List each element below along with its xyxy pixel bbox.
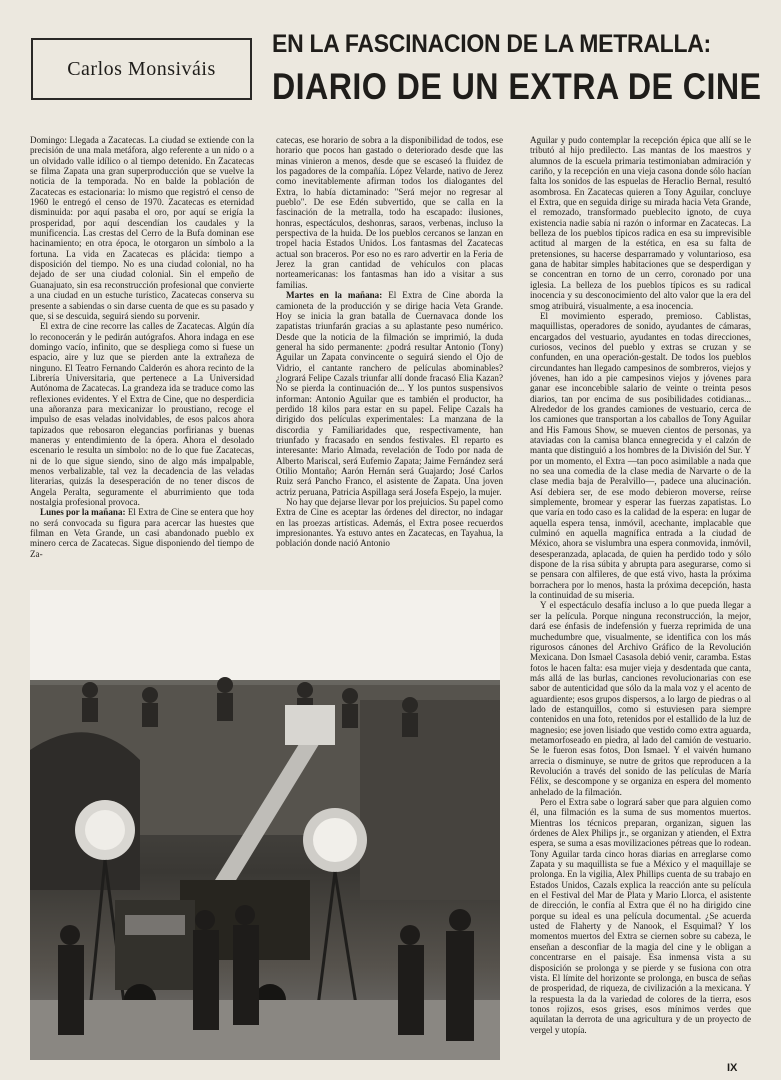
article-column-2 [276,135,503,570]
section-lead: Lunes por la mañana: [40,507,126,518]
section-lead: Martes en la mañana: [286,290,383,301]
film-set-photo-illustration [30,590,500,1060]
film-set-photo [30,590,500,1060]
headline-line-2: DIARIO DE UN EXTRA DE CINE [272,66,762,107]
paragraph: Domingo: Llegada a Zacatecas. La ciudad se extiende con la precisión de una mala metáfora, algo referente a un nido o a un olvidado valle idílico o al tiempo detenido. En Zacatecas se filma Zapata una gran superproducción que se vuelve la noticia de la temporada. No en balde la población de Zacatecas es estacionaria: lo mismo que registró el censo de 1960 le entregó el censo de 1970. Zacatecas es eternidad disminuida: por aquí pasaba el oro, por aquí se erigía la prosperidad, por aquí descendían los caudales y la munificencia. Las crestas del Cerro de la Bufa dominan ese hacinamiento; en otra época, le otorgaron un símbolo a la fortuna. La vida en Zacatecas es plácida: tiempo a disposición del tiempo. No es una ciudad colonial, no ha dejado de ser una ciudad colonial. Sin el empeño de Guanajuato, sin esa reconstrucción profesional que convierte a una ciudad en un estuche turístico, Zacatecas conserva su presente a sabiendas o sin darse cuenta de que es su pasado y que, si se descuida, seguirá siendo su porvenir. [30,135,254,321]
headline-line-1: EN LA FASCINACION DE LA METRALLA: [272,30,711,58]
article-column-3 [530,135,751,1060]
paragraph: El extra de cine recorre las calles de Zacatecas. Algún día lo reconocerán y le pedirán autógrafos. Ahora indaga en ese domingo vacío, infinito, que se despliega como si fuese un espacio, aire y luz que se pierden ante la extrañeza de ninguno. El Teatro Fernando Calderón es ahora recinto de la Librería Universitaria, que pertenece a La Universidad Autónoma de Zacatecas. La grandeza ida se traduce como las reflexiones evidentes. Y el Extra de Cine, que no desperdicia una añoranza para mexicanizar lo proustiano, recoge el impulso de esas veladas inolvidables, de esos palcos ahora tapizados que rebosaron elegancias porfirianas y buenas maneras y entendimiento de la ópera. Ahora el desolado escenario le resulta un símbolo: no de lo que fue Zacatecas, ni de lo que sigue siendo, sino de algo más impalpable, menos verbalizable, tal vez la decadencia de las veladas literarias, quizás la desesperación de no tener discos de Angela Peralta, seguramente el aburrimiento que toda nostalgia profesional provoca. [30,321,254,508]
paragraph: No hay que dejarse llevar por los prejuicios. Su papel como Extra de Cine es aceptar las órdenes del director, no indagar en las proezas artísticas. Además, el Extra posee recuerdos impresionantes. Ya estuvo antes en Zacatecas, en Tayahua, la población donde nació Antonio [276,497,503,549]
paragraph: Y el espectáculo desafía incluso a lo que pueda llegar a ser la película. Porque ninguna reconstrucción, la mejor, dará ese énfasis de indefensión y fuerza reprimida de una muchedumbre que, visualmente, se identifica con los más rigurosos cánones del Archivo Gráfico de la Revolución Mexicana. Don Ismael Casasola debió venir, caramba. Estas fotos le hacen falta: esa mujer vieja y desdentada que canta, más allá de las burlas, canciones revolucionarias con ese sabor de autenticidad que sólo da la mala voz y el acento de aguardiente; esos grupos dispersos, a lo largo de piedras o al lado de estanquillos, como si estuviesen para siempre contenidos en una foto, retenidos por el estallido de la luz de magnesio; ese joven lisiado que vestido como extra aguarda, metamorfoseado en piedra, al lado del camión de vestuario. Se le fueron esas fotos, Don Ismael. Y el vaivén humano arrecia o disminuye, se nutre de gritos que reproducen a la Revolución a través del sonido de las películas de María Félix, se descompone y se organiza en espera del momento anhelado de la filmación. [530,600,751,797]
author-name: Carlos Monsiváis [67,57,216,80]
article-column-1 [30,135,254,570]
paragraph: Lunes por la mañana: El Extra de Cine se entera que hoy no será convocada su figura para acercar las huestes que filman en Veta Grande, un casi abandonado pueblo ex minero cerca de Zacatecas. Sigue disponiendo del tiempo de Za- [30,507,254,559]
paragraph: Aguilar y pudo contemplar la recepción épica que allí se le tributó al hijo predilecto. Las mantas de los maestros y alumnos de la escuela primaria testimoniaban admiración y cariño, y la recepción en una vieja casona donde sólo hacían falta los sonidos de las espuelas de Heraclio Bernal, resultó asombrosa. En Zacatecas quieren a Tony Aguilar, concluye el Extra, que en seguida dirige su mirada hacia Veta Grande, el remozado, transformado pueblecito ignoto, de cuya existencia nadie sabía ni razón o informar en Zacatecas. La belleza de los pueblos típicos radica en esa su imprevisible actitud al margen de la estética, en esa su falta de pretensiones, su hacerse desparramado y voluntarioso, esa gana de habitar simples habitaciones que se desperdigan y se concentran en torno de un cerro, coronado por una iglesia. La belleza de los pueblos típicos es su radical inocencia y su desconocimiento del alto valor que la era del smog atribuirá, visualmente, a esa inocencia. [530,135,751,311]
author-byline-box [31,38,252,100]
paragraph: El movimiento esperado, premioso. Cablistas, maquillistas, operadores de sonido, ayudantes de cámaras, encargados del vestuario, ayudantes en todas direcciones, curiosos, vecinos del pueblo y extras se cruzan y se confunden, en una operación-gestalt. De todos los pueblos circundantes han llegado campesinos de sombreros, viejos y jóvenes, han ido a pie campesinos viejos y jóvenes para ganar ese inconcebible salario de veinte o treinta pesos diarios, tan por encima de sus posibilidades cotidianas... Alrededor de los grandes camiones de vestuario, cerca de los camiones que transportan a los caballos de Tony Aguilar and His Famous Show, se mueven cientos de personas, ya ataviadas con la camisa blanca ennegrecida y el calzón de manta que distinguió a los hombres de la División del Sur. Y por un momento, el Extra —tan poco asimilable a nada que no sea una comedia de la clase media de Narvarte o de la clase media baja de Peralvillo—, padece una alucinación. Así debiera ser, de ese modo debieron moverse, reírse simplemente, bromear y esperar las fuerzas zapatistas. Lo que varía en todo caso es la calidad de la espera: en lugar de aquella espera tensa, inmóvil, acechante, implacable que culminó en aquella magnífica entrada a la ciudad de México, ahora se vislumbra una espera conmovida, inmóvil, desesperanzada, aplacada, de quien ha perdido todo y sólo dispone de la risa súbita y abrupta para asegurarse, como si se pensara con alfileres, de que está vivo, hasta la próxima borrachera por lo menos, hasta la próxima decepción, hasta la continuidad de su miseria. [530,310,751,601]
paragraph: catecas, ese horario de sobra a la disponibilidad de todos, ese horario que pocos han gastado o deteriorado desde que las minas vinieron a menos, desde que se escaseó la fluidez de los pagadores de la compañía. López Velarde, nativo de Jerez como inevitablemente afirman todos los dialogantes del Extra, lo había dictaminado: "Será mejor no regresar al pueblo". De ese Edén subvertido, que se calla en la fascinación de la metralla, todo ha escapado: ilusiones, honras, espectáculos, deshonras, saraos, verbenas, incluso la perspectiva de la huida. De los pueblos cercanos se lanzan en tropel hacia Estados Unidos. Los fantasmas del Zacatecas actual son braceros. Por eso no es raro advertir en la Feria de Jerez la gran cantidad de vehículos con placas norteamericanas: los fantasmas han ido a visitar a sus familias. [276,135,503,290]
paragraph: Martes en la mañana: El Extra de Cine aborda la camioneta de la producción y se dirige hacia Veta Grande. Hoy se inicia la gran batalla de Cuernavaca donde los zapatistas triunfarán gracias a su aplastante peso numérico. Desde que la noticia de la filmación se imprimió, la duda general ha sido permanente: ¿podrá resultar Antonio (Tony) Aguilar un Zapata convincente o seguirá siendo el Ojo de Vidrio, el cantante ranchero de películas abominables? ¿logrará Felipe Cazals triunfar allí donde fracasó Elia Kazan? No se pierda la continuación de... Y los puntos suspensivos informan: Antonio Aguilar que es también el productor, ha perdido 18 kilos para estar en su papel. Felipe Cazals ha dirigido dos películas experimentales: La manzana de la discordia y Familiaridades que, respectivamente, han triunfado y fracasado en sendos festivales. El reparto es interesante: Mario Almada, revelación de Todo por nada de Alberto Mariscal, será Eufemio Zapata; Jaime Fernández será Otilio Montaño; Aarón Hernán será Guajardo; José Carlos Ruiz será Pancho Franco, el asistente de Zapata. Una joven actriz peruana, Patricia Aspillaga será Josefa Espejo, la mujer. [276,290,503,497]
page-number: IX [727,1062,738,1074]
paragraph: Pero el Extra sabe o logrará saber que para alguien como él, una filmación es la suma de sus momentos muertos. Mientras los técnicos preparan, organizan, siguen las órdenes de Alex Philips jr., se organizan y atienden, el Extra espera, se suma a esas movilizaciones pétreas que lo rodean. Tony Aguilar tarda cinco horas diarias en arreglarse como Zapata y su maquillista se fue a México y el maquillaje se prolonga. En la vigilia, Alex Phillips cuenta de su trabajo en Estados Unidos, Cazals explica la reacción ante su película en el Festival del Mar de Plata y Mario Llorca, el asistente de dirección, le confía al Extra que él no ha dirigido cine porque su ideal es una película documental. ¿Se acuerda usted de Flaherty y de Nanook, el Esquimal? Y los momentos muertos del Extra se ciernen sobre su cabeza, le enseñan a desconfiar de la magia del cine y le obligan a concentrarse en el paisaje. Esa inmensa vista a su disposición se prolonga y se pierde y se fusiona con otra vista. El límite del horizonte se prolonga, en busca de señas de prosperidad, de riqueza, de civilización a la mexicana. Y la respuesta la da la variedad de colores de la tierra, esos tonos rojizos, esos grises, esos mínimos verdes que aquilatan la derrota de una agricultura y de un proyecto de vergel y utopía. [530,797,751,1035]
